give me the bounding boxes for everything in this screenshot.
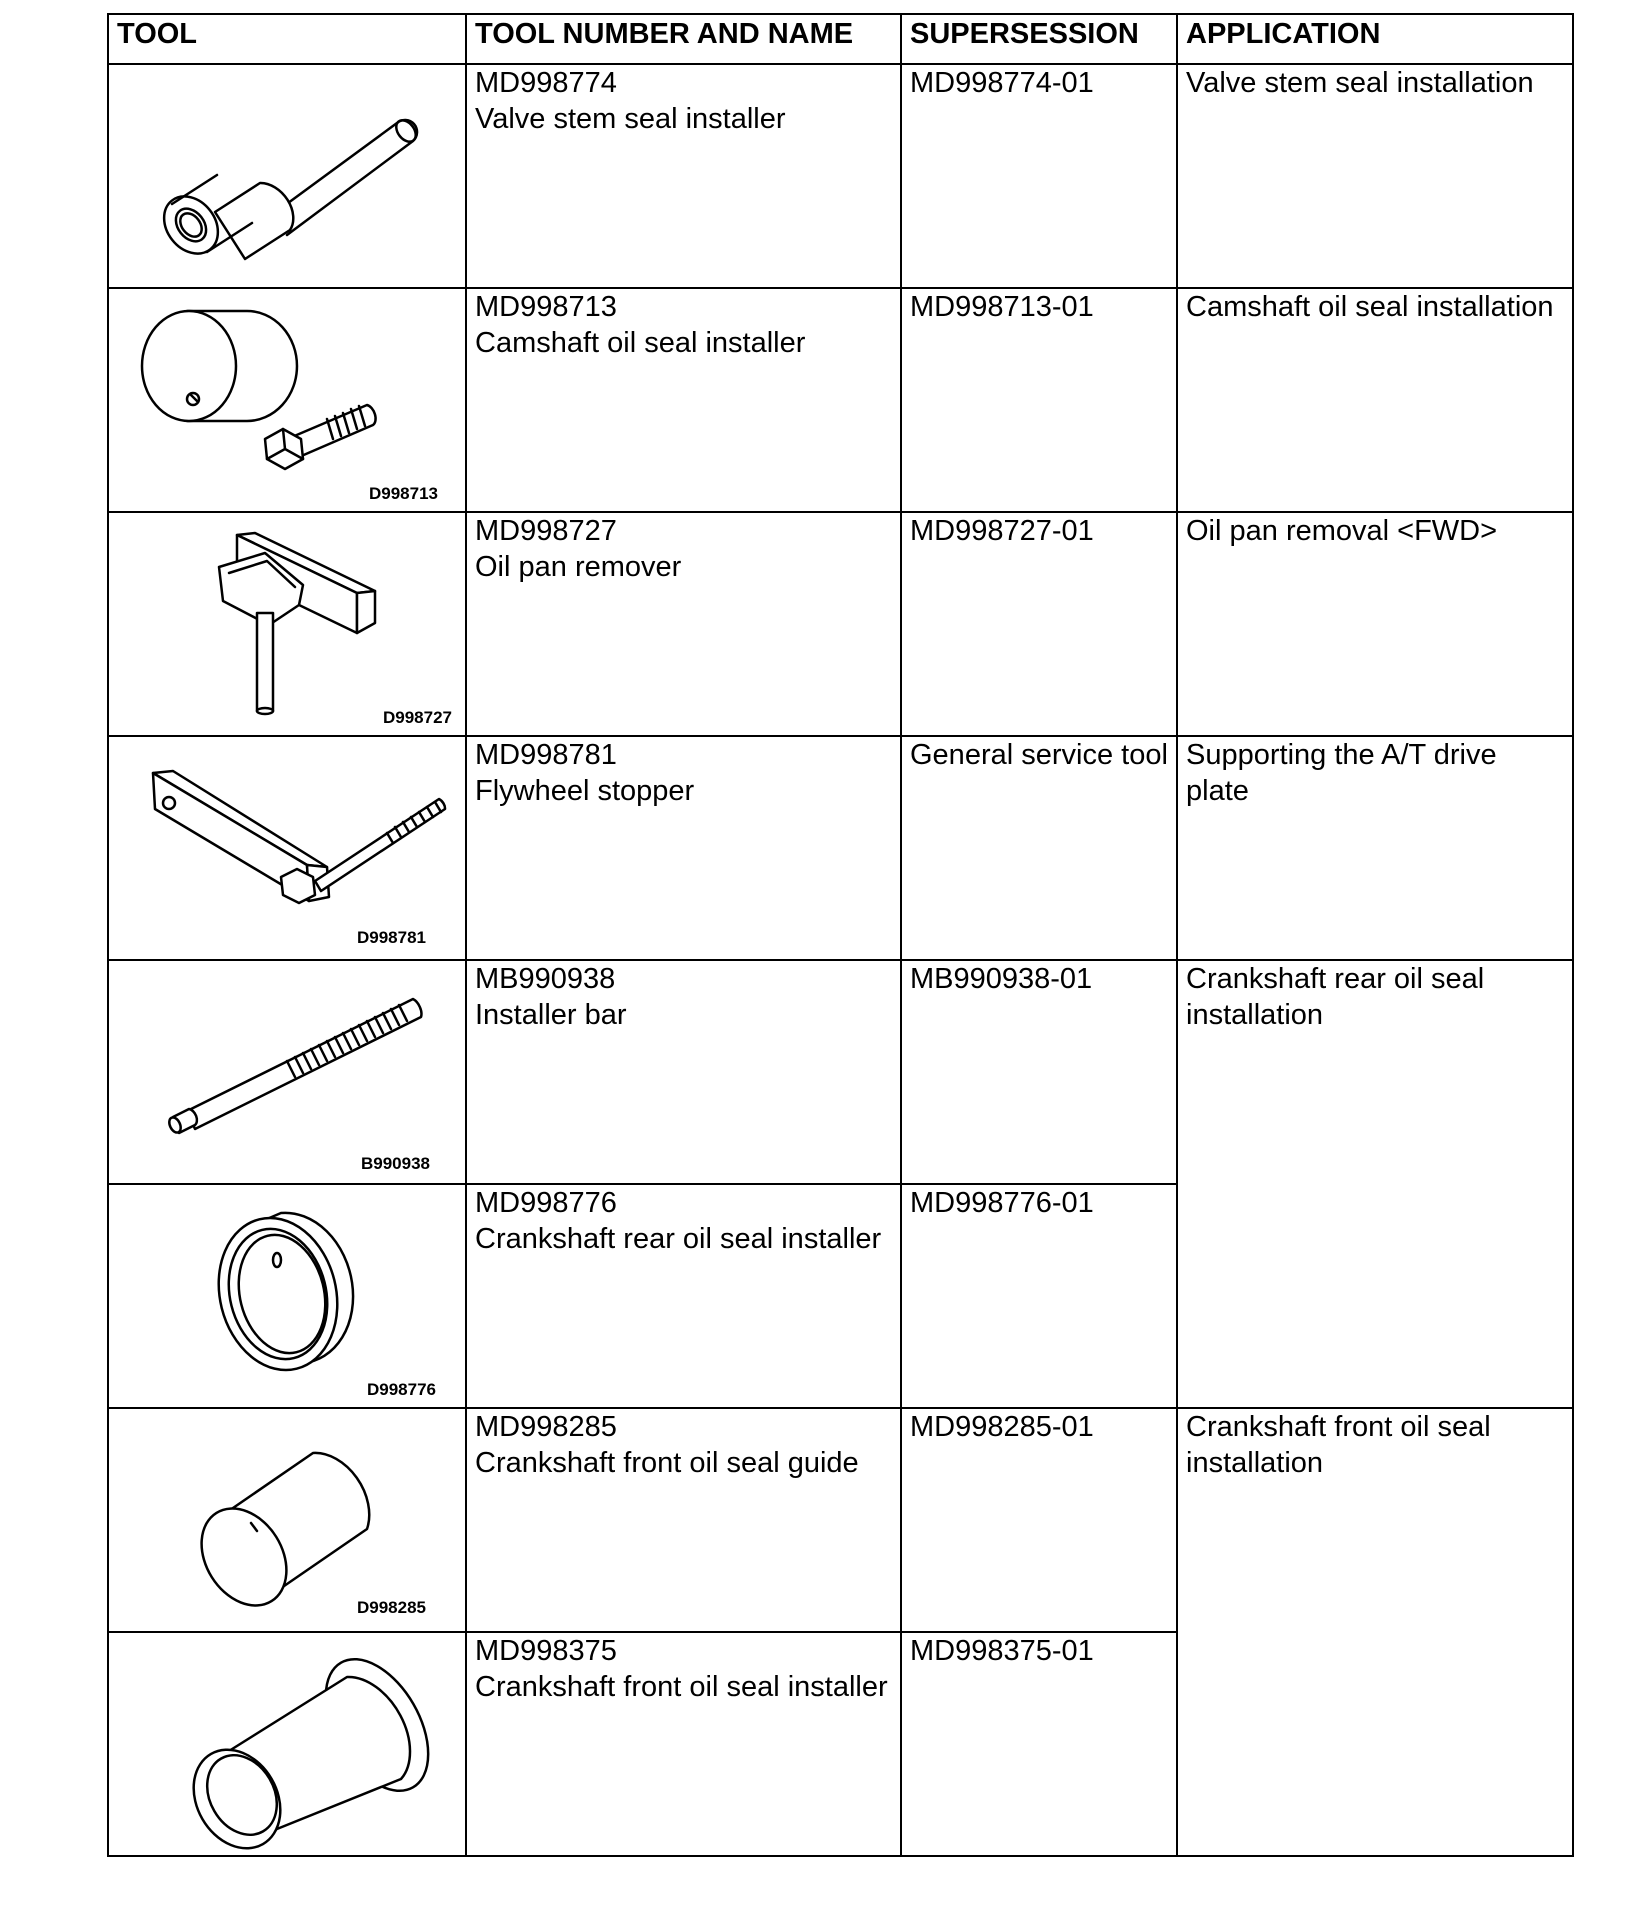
- table-row: [108, 1408, 1573, 1632]
- tool-code-label: B990938: [361, 1154, 431, 1173]
- header-tool-number-and-name: TOOL NUMBER AND NAME: [466, 14, 901, 64]
- tool-name: Valve stem seal installer: [475, 103, 786, 135]
- table-row: [108, 64, 1573, 288]
- tool-name: Flywheel stopper: [475, 775, 695, 807]
- tool-number: MD998727: [475, 515, 617, 547]
- application-cell: Valve stem seal installation: [1177, 64, 1573, 288]
- tool-code-label: D998285: [357, 1598, 427, 1617]
- table-row: [108, 288, 1573, 512]
- tool-code-label: D998781: [357, 928, 427, 947]
- tool-number: MD998375: [475, 1635, 617, 1667]
- tool-number-and-name: [466, 1184, 901, 1408]
- tool-number-and-name: [466, 1408, 901, 1632]
- tool-number-and-name: [466, 960, 901, 1184]
- supersession-cell: MD998713-01: [901, 288, 1177, 512]
- tool-illustration-cell: [108, 1632, 466, 1856]
- crankshaft-front-oil-seal-guide-illustration: [117, 1409, 475, 1631]
- application-cell: Oil pan removal <FWD>: [1177, 512, 1573, 736]
- tool-number: MB990938: [475, 963, 616, 995]
- tool-code-label: D998727: [383, 708, 453, 727]
- application-cell: Crankshaft front oil seal installation: [1177, 1408, 1573, 1856]
- tool-illustration-cell: [108, 736, 466, 960]
- tool-name: Crankshaft front oil seal installer: [475, 1671, 888, 1703]
- tool-number-and-name: [466, 512, 901, 736]
- header-application: APPLICATION: [1177, 14, 1573, 64]
- tool-code-label: D998776: [367, 1380, 437, 1399]
- tool-number-and-name: [466, 288, 901, 512]
- crankshaft-rear-oil-seal-installer-illustration: [117, 1185, 475, 1407]
- tool-illustration-cell: [108, 1184, 466, 1408]
- header-row: [108, 14, 1573, 64]
- supersession-cell: MD998727-01: [901, 512, 1177, 736]
- tool-number: MD998781: [475, 739, 617, 771]
- table-row: [108, 960, 1573, 1184]
- table-row: [108, 512, 1573, 736]
- supersession-cell: MD998774-01: [901, 64, 1177, 288]
- tool-number: MD998713: [475, 291, 617, 323]
- tool-illustration-cell: [108, 512, 466, 736]
- supersession-cell: MD998285-01: [901, 1408, 1177, 1632]
- application-cell: Camshaft oil seal installation: [1177, 288, 1573, 512]
- tool-illustration-cell: [108, 960, 466, 1184]
- installer-bar-illustration: [117, 961, 475, 1183]
- tool-name: Camshaft oil seal installer: [475, 327, 806, 359]
- tool-illustration-cell: [108, 64, 466, 288]
- tool-name: Crankshaft front oil seal guide: [475, 1447, 859, 1479]
- tool-name: Crankshaft rear oil seal installer: [475, 1223, 882, 1255]
- header-supersession: SUPERSESSION: [901, 14, 1177, 64]
- tool-number: MD998774: [475, 67, 617, 99]
- tool-number: MD998285: [475, 1411, 617, 1443]
- header-tool: TOOL: [108, 14, 466, 64]
- application-cell: Supporting the A/T drive plate: [1177, 736, 1573, 960]
- tool-number-and-name: [466, 1632, 901, 1856]
- tool-illustration-cell: [108, 1408, 466, 1632]
- oil-pan-remover-illustration: [117, 513, 475, 735]
- application-cell: Crankshaft rear oil seal installation: [1177, 960, 1573, 1408]
- supersession-cell: MD998776-01: [901, 1184, 1177, 1408]
- special-tools-table: [107, 13, 1574, 1857]
- valve-stem-seal-installer-illustration: [117, 65, 475, 287]
- tool-number-and-name: [466, 64, 901, 288]
- tool-name: Oil pan remover: [475, 551, 682, 583]
- tool-code-label: D998713: [369, 484, 439, 503]
- supersession-cell: MB990938-01: [901, 960, 1177, 1184]
- tool-number: MD998776: [475, 1187, 617, 1219]
- crankshaft-front-oil-seal-installer-illustration: [117, 1633, 475, 1855]
- camshaft-oil-seal-installer-illustration: [117, 289, 475, 511]
- supersession-cell: MD998375-01: [901, 1632, 1177, 1856]
- supersession-cell: General service tool: [901, 736, 1177, 960]
- tool-number-and-name: [466, 736, 901, 960]
- flywheel-stopper-illustration: [117, 737, 475, 959]
- tool-illustration-cell: [108, 288, 466, 512]
- table-row: [108, 736, 1573, 960]
- tool-name: Installer bar: [475, 999, 627, 1031]
